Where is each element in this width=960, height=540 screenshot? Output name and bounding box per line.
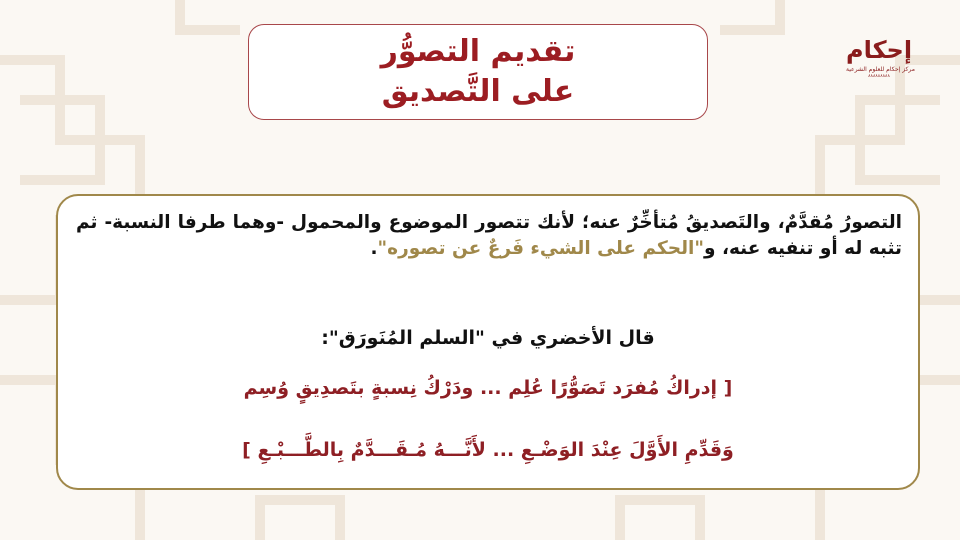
main-paragraph — [76, 210, 902, 262]
verse-line-1: [ إدراكُ مُفرَد تَصَوُّرًا عُلِم ... ودَرْكُ نِسبةٍ بتَصدِيقٍ وُسِم — [243, 377, 733, 399]
verse-line-2: وَقَدِّمِ الأَوَّلَ عِنْدَ الوَضْـعِ ... لأَنَّـــهُ مُـقَـــدَّمٌ بِالطَّـــبْـعِ ] — [242, 439, 734, 461]
paragraph-end: . — [370, 238, 378, 259]
content-box — [56, 194, 920, 490]
logo-subtitle: مركز إحكام للعلوم الشرعية — [846, 66, 915, 73]
logo-wordmark: إحكام — [846, 36, 913, 64]
title-line-1: تقديم التصوُّر — [380, 34, 576, 69]
paragraph-highlight: "الحكم على الشيء فَرعٌ عن تصوره" — [377, 238, 704, 259]
title-box — [248, 24, 708, 120]
quote-heading: قال الأخضري في "السلم المُنَورَق": — [321, 327, 655, 349]
logo — [846, 26, 915, 96]
paragraph-main-text: التصورُ مُقدَّمٌ، والتَصديقُ مُتأخِّرٌ عنه؛ لأنك تتصور الموضوع والمحمول -وهما طرفا النسبة- ثم تثبه له أو تنفيه عنه، و — [76, 212, 902, 259]
title-line-2: على التَّصديق — [381, 74, 575, 109]
logo-tagline: ٨٨٨٨٨٨٨٨٨ — [868, 74, 890, 79]
